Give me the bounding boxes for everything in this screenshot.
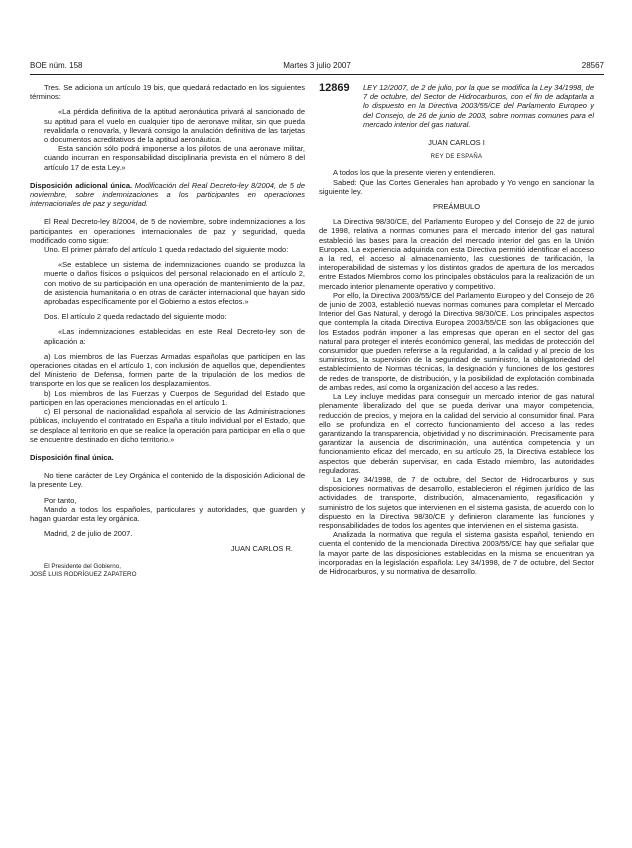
- header-rule: [30, 74, 604, 75]
- dos-quote: «Las indemnizaciones establecidas en este Real Decreto-ley son de aplicación a:: [44, 327, 305, 346]
- preamble-paragraph-4: La Ley 34/1998, de 7 de octubre, del Sector de Hidrocarburos y sus disposiciones normativas de desarrollo, establecieron el régimen jurídico de las actividades de transporte, distribución, almacenamiento, regasificación y suministro de los sujetos que intervienen en el sistema gasista, de acuerdo con lo dispuesto en la Directiva 98/30/CE y definieron claramente las funciones y responsabilidades de todos los agentes que intervienen en el sistema gasista.: [319, 474, 594, 530]
- right-column: [319, 83, 594, 576]
- uno-intro: Uno. El primer párrafo del artículo 1 queda redactado del siguiente modo:: [44, 245, 289, 255]
- law-title: LEY 12/2007, de 2 de julio, por la que se modifica la Ley 34/1998, de 7 de octubre, del Sector de Hidrocarburos, con el fin de adaptarla a lo dispuesto en la Directiva 2003/55/CE del Parlamento Europeo y del Consejo, de 26 de junio de 2003, sobre normas comunes para el mercado interior del gas natural.: [363, 83, 594, 129]
- tres-quote-2: Esta sanción sólo podrá imponerse a los pilotos de una aeronave militar, cuando incurran en responsabilidad disciplinaria prevista en el número 8 del artículo 17 de esta Ley.»: [44, 144, 305, 172]
- preamble-paragraph-2: Por ello, la Directiva 2003/55/CE del Parlamento Europeo y del Consejo de 26 de junio de 2003, estableció nuevas normas comunes para completar el Mercado Interior del Gas Natural, y derogó la Directiva 98/30/CE. Los principales aspectos que contempla la citada Directiva Europea 2003/55/CE son las obligaciones que los Estados podrán imponer a las empresas que operan en el sector del gas natural para proteger el interés económico general, las medidas de protección del consumidor que pueden referirse a la regularidad, a la calidad y al precio de los suministros, la supervisión de la seguridad de suministro, la obligatoriedad del establecimiento de Normas técnicas, la designación y funciones de los gestores de redes de transporte, de distribución, y la posibilidad de explotación combinada de ambas redes, así como la organización del acceso a las redes.: [319, 290, 594, 392]
- disposicion-adicional: [30, 181, 305, 209]
- uno-quote: «Se establece un sistema de indemnizaciones cuando se produzca la muerte o daños físicos o psíquicos del personal relacionado en el artículo 2, con motivo de su participación en una operación de mantenimiento de la paz, de asistencia humanitaria o en otras de carácter internacional que hayan sido aprobadas específicamente por el Gobierno a estos efectos.»: [44, 260, 305, 307]
- king-title: REY DE ESPAÑA: [430, 154, 483, 161]
- preamble-paragraph-3: La Ley incluye medidas para conseguir un mercado interior de gas natural plenamente liberalizado del que se pueda derivar una mayor competencia, reducción de precios, y mejora en la calidad del servicio al consumidor final. Para ello se profundiza en el correcto funcionamiento del acceso a las redes garantizando la transparencia, objetividad y no discriminación. Precisamente para garantizar la ausencia de discriminación, una auténtica competencia y un funcionamiento eficaz del mercado, en su artículo 25, la Directiva establece los aspectos que deberán supervisar, en cada Estado miembro, las autoridades reguladoras.: [319, 392, 594, 475]
- law-heading: [319, 83, 594, 129]
- page-header: [30, 61, 604, 73]
- law-number: 12869: [319, 82, 350, 94]
- preamble-paragraph-5: Analizada la normativa que regula el sistema gasista español, teniendo en cuenta el contenido de la mencionada Directiva 2003/55/CE hay que señalar que la mayor parte de las disposiciones establecidas en la misma se encuentran ya incorporadas en la legislación española: Ley 34/1998, de 7 de octubre, del Sector de Hidrocarburos, y su normativa de desarrollo.: [319, 530, 594, 576]
- dos-item-b: b) Los miembros de las Fuerzas y Cuerpos de Seguridad del Estado que participen en las operaciones mencionadas en el artículo 1.: [30, 388, 305, 407]
- adicional-title: Modificación del Real Decreto-ley 8/2004, de 5 de noviembre, sobre indemnizaciones a los participantes en operaciones internacionales de paz y seguridad.: [30, 180, 305, 209]
- final-paragraph-1: No tiene carácter de Ley Orgánica el contenido de la disposición Adicional de la presente Ley.: [30, 471, 305, 490]
- king-name: JUAN CARLOS I: [428, 138, 485, 148]
- final-paragraph-3: Mando a todos los españoles, particulares y autoridades, que guarden y hagan guardar esta ley orgánica.: [30, 504, 305, 523]
- preambulo-heading: PREÁMBULO: [432, 202, 481, 212]
- adicional-heading: Disposición adicional única.: [30, 180, 133, 190]
- adicional-paragraph: El Real Decreto-ley 8/2004, de 5 de noviembre, sobre indemnizaciones a los participantes en operaciones internacionales de paz y seguridad, queda modificado como sigue:: [30, 217, 305, 245]
- intro-1: A todos los que la presente vieren y entendieren.: [333, 168, 496, 178]
- bulletin-number: BOE núm. 158: [30, 61, 83, 70]
- dos-intro: Dos. El artículo 2 queda redactado del siguiente modo:: [44, 312, 227, 322]
- tres-intro: Tres. Se adiciona un artículo 19 bis, que quedará redactado en los siguientes términos:: [30, 83, 305, 102]
- final-paragraph-2: Por tanto,: [44, 495, 77, 505]
- king-signature: JUAN CARLOS R.: [230, 544, 293, 554]
- issue-date: Martes 3 julio 2007: [283, 61, 351, 70]
- left-column: [30, 83, 305, 579]
- page-number: 28567: [581, 61, 604, 70]
- intro-2: Sabed: Que las Cortes Generales han aprobado y Yo vengo en sancionar la siguiente ley.: [319, 177, 594, 196]
- dos-item-a: a) Los miembros de las Fuerzas Armadas españolas que participen en las operaciones citadas en el artículo 1, con inclusión de aquellos que, dependientes del Ministerio de Defensa, formen parte de la tripulación de los medios de transporte en los que se realicen los desplazamientos.: [30, 351, 305, 389]
- president-name: JOSÉ LUIS RODRÍGUEZ ZAPATERO: [30, 570, 137, 578]
- place-date: Madrid, 2 de julio de 2007.: [44, 529, 133, 539]
- tres-quote-1: «La pérdida definitiva de la aptitud aeronáutica privará al sancionado de su aptitud para el vuelo en cualquier tipo de aeronave militar, sin que pueda revalidarla o renovarla, y llevará consigo la anulación definitiva de las tarjetas o documentos acreditativos de la aptitud aeronáutica.: [44, 107, 305, 145]
- president-label: El Presidente del Gobierno,: [44, 562, 122, 570]
- final-heading: Disposición final única.: [30, 452, 114, 462]
- dos-item-c: c) El personal de nacionalidad española al servicio de las Administraciones públicas, incluyendo el contratado en España a título individual por el Estado, que se desplace al territorio en que se realice la operación para participar en ella o que se encuentre destinado en dicho territorio.»: [30, 407, 305, 444]
- preamble-paragraph-1: La Directiva 98/30/CE, del Parlamento Europeo y del Consejo de 22 de junio de 1998, relativa a normas comunes para el mercado interior del gas natural estableció las bases para la creación del mercado interior del gas en la Unión Europea. La experiencia adquirida con esta Directiva permitió identificar el acceso a la red, el acceso al almacenamiento, las cuestiones de tarificación, la interoperabilidad de sistemas y los distintos grados de apertura de los mercados entre Estados Miembros como los principales obstáculos para la realización de un mercado interior plenamente operativo y competitivo.: [319, 217, 594, 291]
